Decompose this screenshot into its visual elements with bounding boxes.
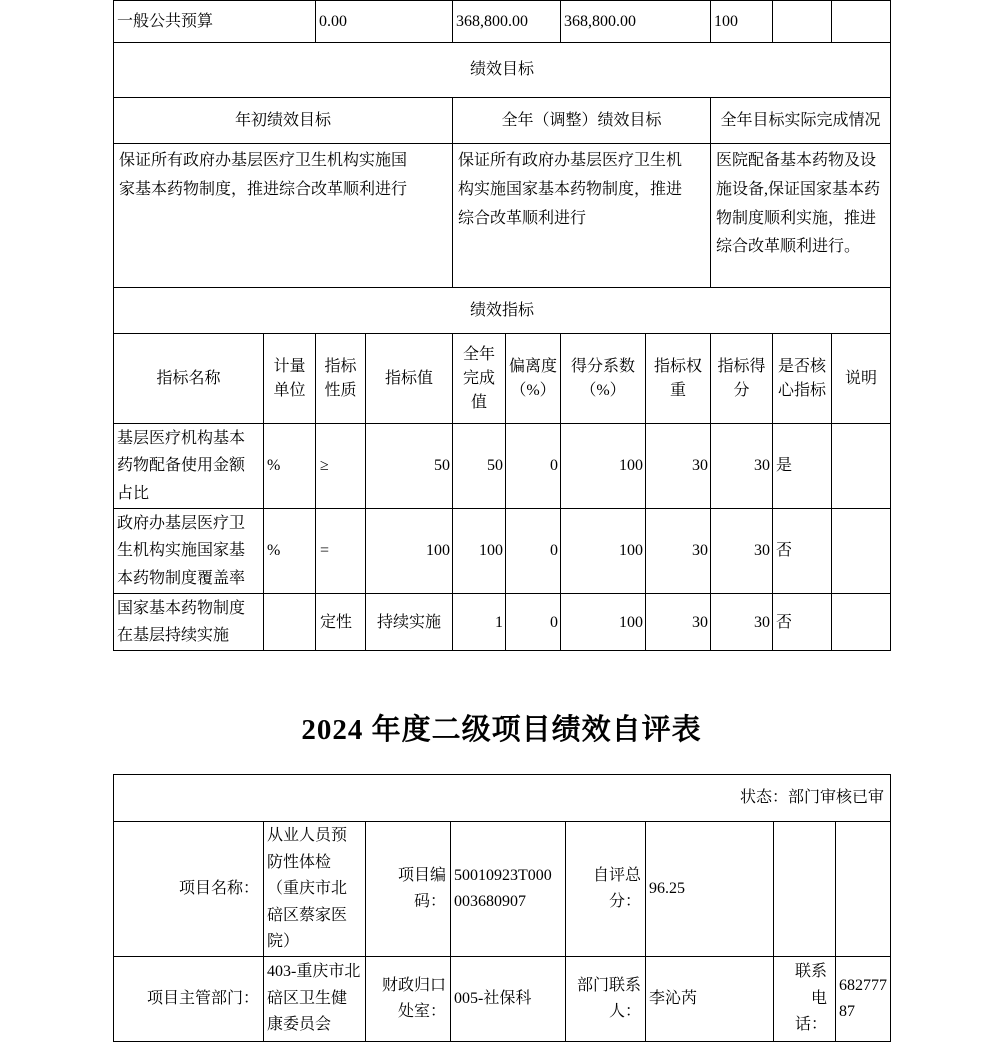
project-code-value: 50010923T000003680907 <box>451 822 566 957</box>
budget-name-cell: 一般公共预算 <box>114 1 316 43</box>
indicator-note-cell <box>832 424 891 509</box>
indicator-section-row <box>114 288 891 334</box>
indicator-name-cell: 国家基本药物制度在基层持续实施 <box>114 594 264 651</box>
status-text: 状态：部门审核已审 <box>114 775 891 822</box>
finance-office-label: 财政归口处室： <box>366 957 451 1041</box>
document-title: 2024 年度二级项目绩效自评表 <box>301 714 702 747</box>
budget-col5-cell: 100 <box>711 1 773 43</box>
finance-office-value: 005-社保科 <box>451 957 566 1041</box>
indicator-row <box>114 509 891 594</box>
dept-value: 403-重庆市北碚区卫生健康委员会 <box>264 957 366 1041</box>
project-name-value: 从业人员预防性体检（重庆市北碚区蔡家医院） <box>264 822 366 957</box>
indicator-nature-cell: = <box>316 509 366 594</box>
indicator-unit-cell: % <box>264 424 316 509</box>
indicator-name-cell: 基层医疗机构基本药物配备使用金额占比 <box>114 424 264 509</box>
goal-text-initial: 保证所有政府办基层医疗卫生机构实施国家基本药物制度，推进综合改革顺利进行 <box>114 144 453 288</box>
indicator-weight-cell: 30 <box>646 509 711 594</box>
goal-text-adjusted: 保证所有政府办基层医疗卫生机构实施国家基本药物制度，推进综合改革顺利进行 <box>453 144 711 288</box>
indicator-nature-cell: ≥ <box>316 424 366 509</box>
project-row-empty-cell-2 <box>836 822 891 957</box>
budget-row <box>114 1 891 43</box>
project-name-row <box>114 822 891 957</box>
project-code-label: 项目编码： <box>366 822 451 957</box>
indicator-name-cell: 政府办基层医疗卫生机构实施国家基本药物制度覆盖率 <box>114 509 264 594</box>
budget-empty-cell-1 <box>773 1 832 43</box>
budget-col2-cell: 0.00 <box>316 1 453 43</box>
indicator-target-cell: 100 <box>366 509 453 594</box>
indicator-deviation-cell: 0 <box>506 509 561 594</box>
indicator-unit-cell: % <box>264 509 316 594</box>
indicator-header-row <box>114 334 891 424</box>
indicator-target-cell: 持续实施 <box>366 594 453 651</box>
contact-value: 李沁芮 <box>646 957 774 1041</box>
indicator-weight-cell: 30 <box>646 594 711 651</box>
indicator-score-cell: 30 <box>711 594 773 651</box>
indicator-unit-cell <box>264 594 316 651</box>
goal-text-actual: 医院配备基本药物及设施设备,保证国家基本药物制度顺利实施，推进综合改革顺利进行。 <box>711 144 891 288</box>
indicator-core-cell: 是 <box>773 424 832 509</box>
phone-label: 联系电话： <box>774 957 836 1041</box>
self-score-value: 96.25 <box>646 822 774 957</box>
goal-section-title: 绩效目标 <box>114 43 891 98</box>
indicator-completed-cell: 50 <box>453 424 506 509</box>
indicator-header-name: 指标名称 <box>114 334 264 424</box>
goal-header-initial: 年初绩效目标 <box>114 98 453 144</box>
indicator-header-completed: 全年完成值 <box>453 334 506 424</box>
indicator-score-cell: 30 <box>711 424 773 509</box>
indicator-score-cell: 30 <box>711 509 773 594</box>
indicator-completed-cell: 1 <box>453 594 506 651</box>
dept-label: 项目主管部门： <box>114 957 264 1041</box>
self-score-label: 自评总分： <box>566 822 646 957</box>
indicator-header-coefficient: 得分系数（%） <box>561 334 646 424</box>
indicator-note-cell <box>832 509 891 594</box>
goal-header-adjusted: 全年（调整）绩效目标 <box>453 98 711 144</box>
performance-table <box>113 0 891 651</box>
goal-header-actual: 全年目标实际完成情况 <box>711 98 891 144</box>
indicator-header-unit: 计量单位 <box>264 334 316 424</box>
indicator-core-cell: 否 <box>773 594 832 651</box>
project-dept-row <box>114 957 891 1041</box>
goal-text-row <box>114 144 891 288</box>
indicator-deviation-cell: 0 <box>506 594 561 651</box>
indicator-row <box>114 594 891 651</box>
project-name-label: 项目名称： <box>114 822 264 957</box>
indicator-coefficient-cell: 100 <box>561 424 646 509</box>
indicator-row <box>114 424 891 509</box>
indicator-header-nature: 指标性质 <box>316 334 366 424</box>
indicator-note-cell <box>832 594 891 651</box>
budget-col4-cell: 368,800.00 <box>561 1 711 43</box>
goal-section-row <box>114 43 891 98</box>
indicator-deviation-cell: 0 <box>506 424 561 509</box>
project-row-empty-cell-1 <box>774 822 836 957</box>
indicator-header-target: 指标值 <box>366 334 453 424</box>
indicator-nature-cell: 定性 <box>316 594 366 651</box>
indicator-header-deviation: 偏离度（%） <box>506 334 561 424</box>
indicator-section-title: 绩效指标 <box>114 288 891 334</box>
budget-col3-cell: 368,800.00 <box>453 1 561 43</box>
status-row <box>114 775 891 822</box>
indicator-header-score: 指标得分 <box>711 334 773 424</box>
phone-value: 68277787 <box>836 957 891 1041</box>
indicator-coefficient-cell: 100 <box>561 594 646 651</box>
indicator-completed-cell: 100 <box>453 509 506 594</box>
contact-label: 部门联系人： <box>566 957 646 1041</box>
indicator-coefficient-cell: 100 <box>561 509 646 594</box>
indicator-weight-cell: 30 <box>646 424 711 509</box>
indicator-header-note: 说明 <box>832 334 891 424</box>
indicator-header-weight: 指标权重 <box>646 334 711 424</box>
indicator-core-cell: 否 <box>773 509 832 594</box>
goal-header-row <box>114 98 891 144</box>
indicator-header-core: 是否核心指标 <box>773 334 832 424</box>
budget-empty-cell-2 <box>832 1 891 43</box>
project-table <box>113 774 891 1041</box>
indicator-target-cell: 50 <box>366 424 453 509</box>
